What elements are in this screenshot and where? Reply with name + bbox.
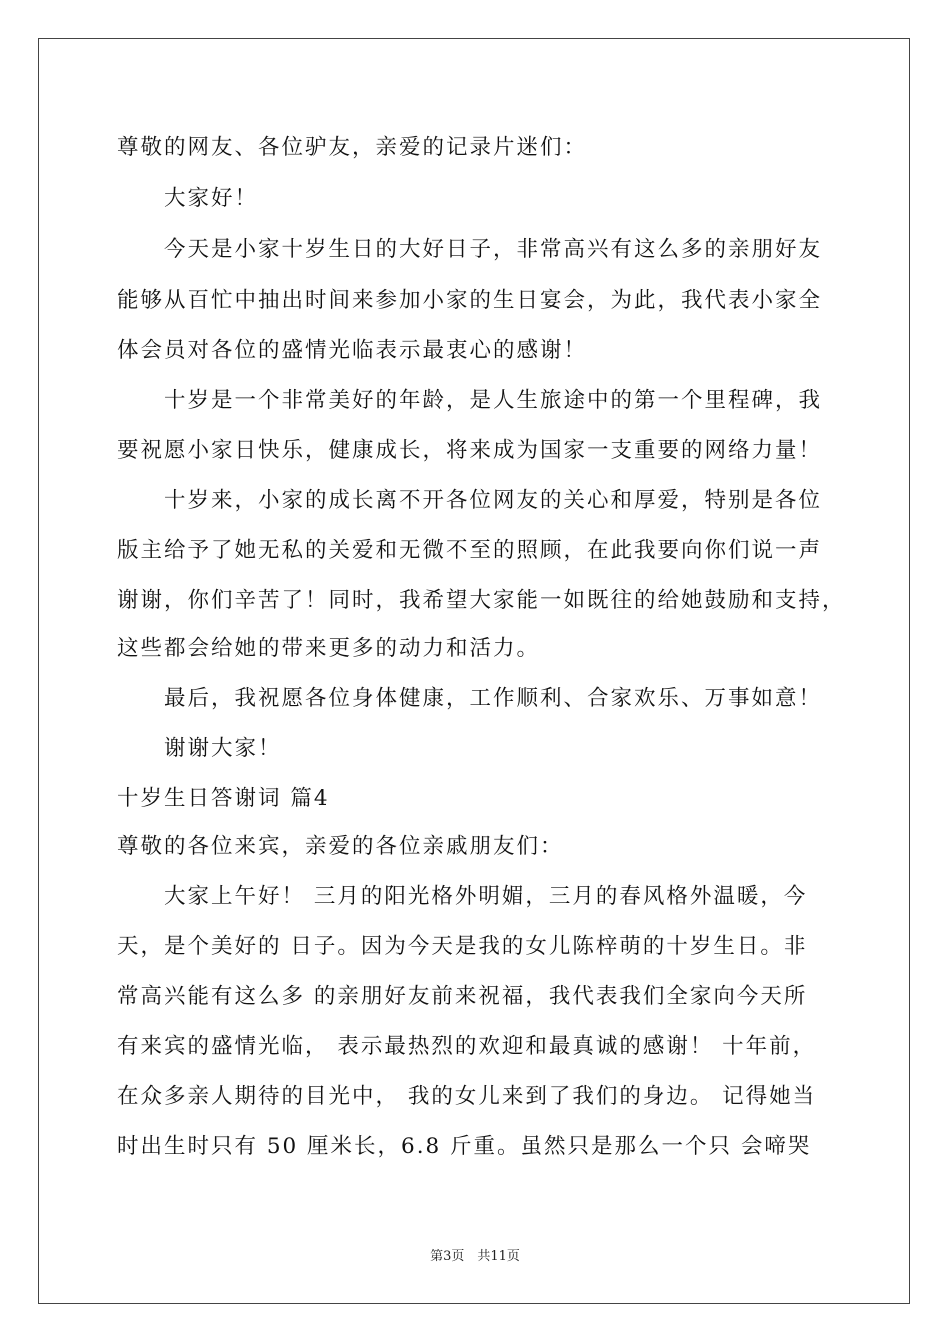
paragraph-line: 要祝愿小家日快乐，健康成长，将来成为国家一支重要的网络力量！ (117, 438, 823, 463)
paragraph-line: 版主给予了她无私的关爱和无微不至的照顾，在此我要向你们说一声 (117, 538, 823, 563)
page-number-footer: 第3页 共11页 (430, 1249, 520, 1264)
salutation-line: 尊敬的各位来宾，亲爱的各位亲戚朋友们： (117, 834, 564, 859)
paragraph-line: 最后，我祝愿各位身体健康，工作顺利、合家欢乐、万事如意！ (117, 686, 823, 711)
paragraph-line: 能够从百忙中抽出时间来参加小家的生日宴会，为此，我代表小家全 (117, 288, 823, 313)
paragraph-line: 谢谢大家！ (117, 736, 282, 761)
paragraph-line: 今天是小家十岁生日的大好日子，非常高兴有这么多的亲朋好友 (117, 237, 823, 262)
paragraph-line: 常高兴能有这么多 的亲朋好友前来祝福，我代表我们全家向今天所 (117, 984, 808, 1009)
greeting-line: 大家好！ (117, 186, 259, 211)
salutation-line: 尊敬的网友、各位驴友，亲爱的记录片迷们： (117, 135, 588, 160)
paragraph-line: 时出生时只有 50 厘米长，6.8 斤重。虽然只是那么一个只 会啼哭 (117, 1134, 812, 1159)
paragraph-line: 这些都会给她的带来更多的动力和活力。 (117, 636, 541, 661)
section-heading: 十岁生日答谢词 篇4 (117, 786, 330, 811)
page-border (38, 38, 910, 1304)
paragraph-line: 十岁是一个非常美好的年龄，是人生旅途中的第一个里程碑，我 (117, 388, 823, 413)
paragraph-line: 十岁来，小家的成长离不开各位网友的关心和厚爱，特别是各位 (117, 488, 823, 513)
paragraph-line: 在众多亲人期待的目光中， 我的女儿来到了我们的身边。 记得她当 (117, 1084, 817, 1109)
paragraph-line: 天，是个美好的 日子。因为今天是我的女儿陈梓萌的十岁生日。非 (117, 934, 808, 959)
paragraph-line: 有来宾的盛情光临， 表示最热烈的欢迎和最真诚的感谢！ 十年前， (117, 1034, 817, 1059)
paragraph-line: 谢谢，你们辛苦了！同时，我希望大家能一如既往的给她鼓励和支持， (117, 588, 846, 613)
paragraph-line: 大家上午好！ 三月的阳光格外明媚，三月的春风格外温暖，今 (117, 884, 808, 909)
paragraph-line: 体会员对各位的盛情光临表示最衷心的感谢！ (117, 338, 588, 363)
